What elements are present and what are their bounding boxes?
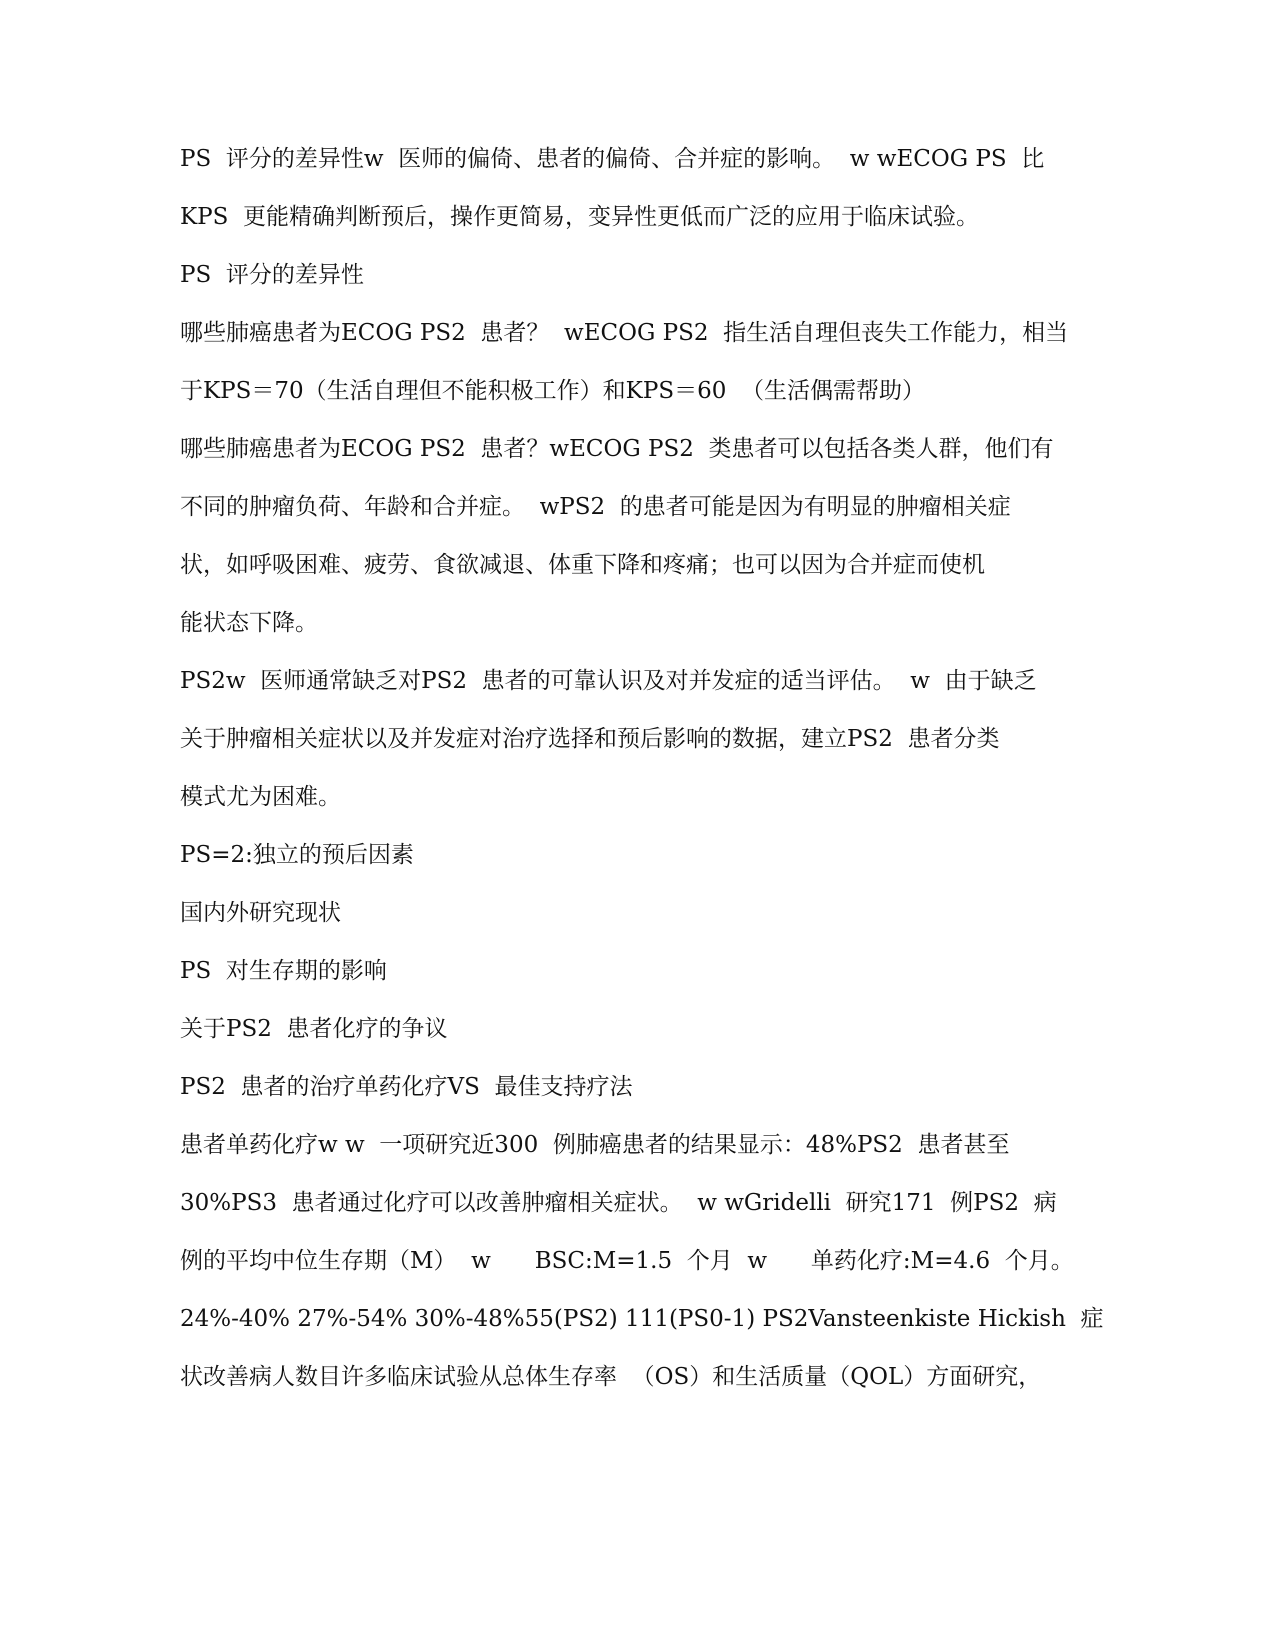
text-line: 患者单药化疗w w 一项研究近300 例肺癌患者的结果显示：48%PS2 患者甚至 — [180, 1132, 1010, 1158]
text-line: 国内外研究现状 — [180, 900, 341, 926]
text-line: 哪些肺癌患者为ECOG PS2 患者？ wECOG PS2 指生活自理但丧失工作能力，相当 — [180, 320, 1069, 346]
text-line: KPS 更能精确判断预后，操作更简易，变异性更低而广泛的应用于临床试验。 — [180, 204, 980, 230]
text-line: 状改善病人数目许多临床试验从总体生存率 （OS）和生活质量（QOL）方面研究， — [180, 1364, 1042, 1390]
text-line: PS 对生存期的影响 — [180, 958, 387, 984]
text-line: 模式尤为困难。 — [180, 784, 341, 810]
text-line: 哪些肺癌患者为ECOG PS2 患者？wECOG PS2 类患者可以包括各类人群，他们有 — [180, 436, 1054, 462]
text-line: 24%-40% 27%-54% 30%-48%55(PS2) 111(PS0-1) PS2Vansteenkiste Hickish 症 — [180, 1306, 1104, 1332]
text-line: 不同的肿瘤负荷、年龄和合并症。 wPS2 的患者可能是因为有明显的肿瘤相关症 — [180, 494, 1011, 520]
text-line: 状，如呼吸困难、疲劳、食欲减退、体重下降和疼痛；也可以因为合并症而使机 — [180, 552, 985, 578]
text-line: PS 评分的差异性 — [180, 262, 364, 288]
text-line: 关于肿瘤相关症状以及并发症对治疗选择和预后影响的数据，建立PS2 患者分类 — [180, 726, 1000, 752]
text-line: 于KPS＝70（生活自理但不能积极工作）和KPS＝60 （生活偶需帮助） — [180, 378, 925, 404]
text-line: 例的平均中位生存期（M） w BSC:M=1.5 个月 w 单药化疗:M=4.6 个月。 — [180, 1248, 1074, 1274]
text-line: 30%PS3 患者通过化疗可以改善肿瘤相关症状。 w wGridelli 研究171 例PS2 病 — [180, 1190, 1057, 1216]
text-line: 关于PS2 患者化疗的争议 — [180, 1016, 448, 1042]
text-line: PS2 患者的治疗单药化疗VS 最佳支持疗法 — [180, 1074, 633, 1100]
text-line: 能状态下降。 — [180, 610, 318, 636]
text-line: PS 评分的差异性w 医师的偏倚、患者的偏倚、合并症的影响。 w wECOG PS 比 — [180, 146, 1045, 172]
text-line: PS2w 医师通常缺乏对PS2 患者的可靠认识及对并发症的适当评估。 w 由于缺乏 — [180, 668, 1037, 694]
text-line: PS=2:独立的预后因素 — [180, 842, 414, 868]
